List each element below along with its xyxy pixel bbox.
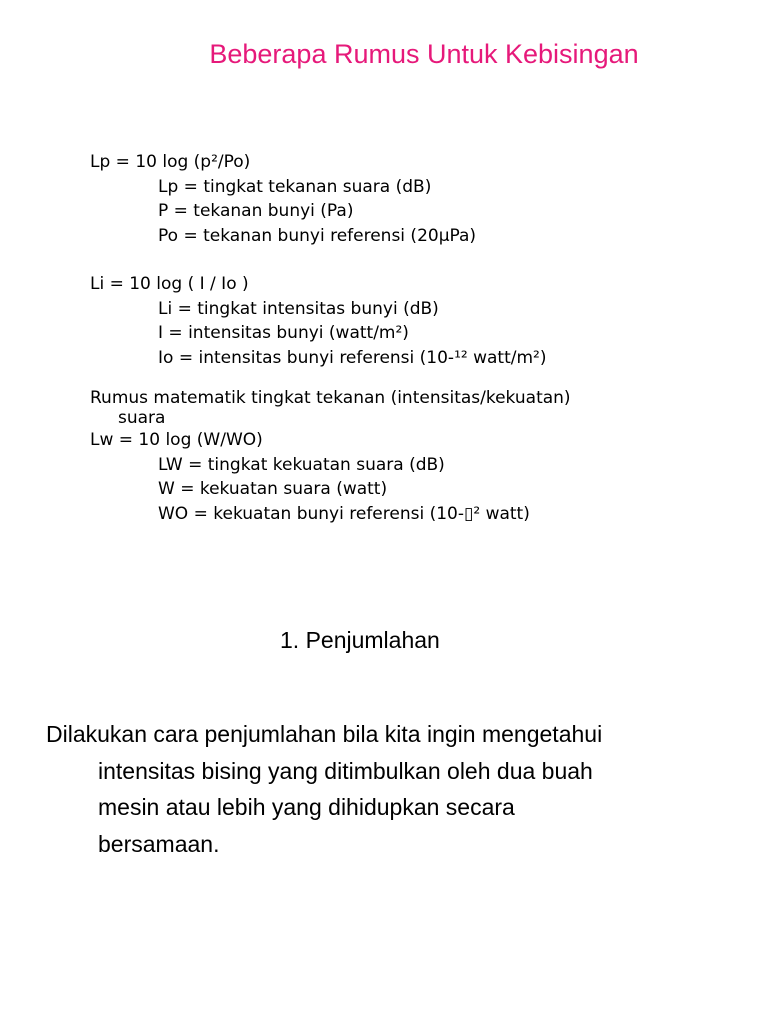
formula-intro: Rumus matematik tingkat tekanan (intensitas/kekuatan) — [90, 388, 571, 408]
section-paragraph — [46, 716, 746, 862]
definition-p: P = tekanan bunyi (Pa) — [158, 201, 354, 221]
definition-i: I = intensitas bunyi (watt/m²) — [158, 323, 409, 343]
paragraph-line: Dilakukan cara penjumlahan bila kita ingin mengetahui — [46, 721, 603, 747]
section-heading: 1. Penjumlahan — [280, 627, 440, 653]
formula-lw: Lw = 10 log (W/WO) — [90, 430, 263, 450]
paragraph-line: mesin atau lebih yang dihidupkan secara — [98, 794, 515, 820]
page-title: Beberapa Rumus Untuk Kebisingan — [209, 39, 639, 69]
definition-w: W = kekuatan suara (watt) — [158, 479, 388, 499]
definition-li: Li = tingkat intensitas bunyi (dB) — [158, 298, 439, 319]
paragraph-line: bersamaan. — [98, 830, 220, 857]
paragraph-line: intensitas bising yang ditimbulkan oleh dua buah — [98, 757, 593, 784]
definition-lw: LW = tingkat kekuatan suara (dB) — [158, 454, 445, 475]
definition-po: Po = tekanan bunyi referensi (20µPa) — [158, 225, 477, 246]
definition-wo: WO = kekuatan bunyi referensi (10-▯² watt) — [158, 503, 530, 524]
definition-io: Io = intensitas bunyi referensi (10-¹² watt/m²) — [158, 347, 547, 368]
formula-lp: Lp = 10 log (p²/Po) — [90, 152, 251, 172]
formula-list — [90, 150, 710, 526]
formula-li: Li = 10 log ( I / Io ) — [90, 274, 249, 294]
spacer — [90, 248, 710, 272]
spacer — [90, 370, 710, 388]
definition-lp: Lp = tingkat tekanan suara (dB) — [158, 176, 432, 197]
formula-intro-continued: suara — [118, 408, 166, 428]
